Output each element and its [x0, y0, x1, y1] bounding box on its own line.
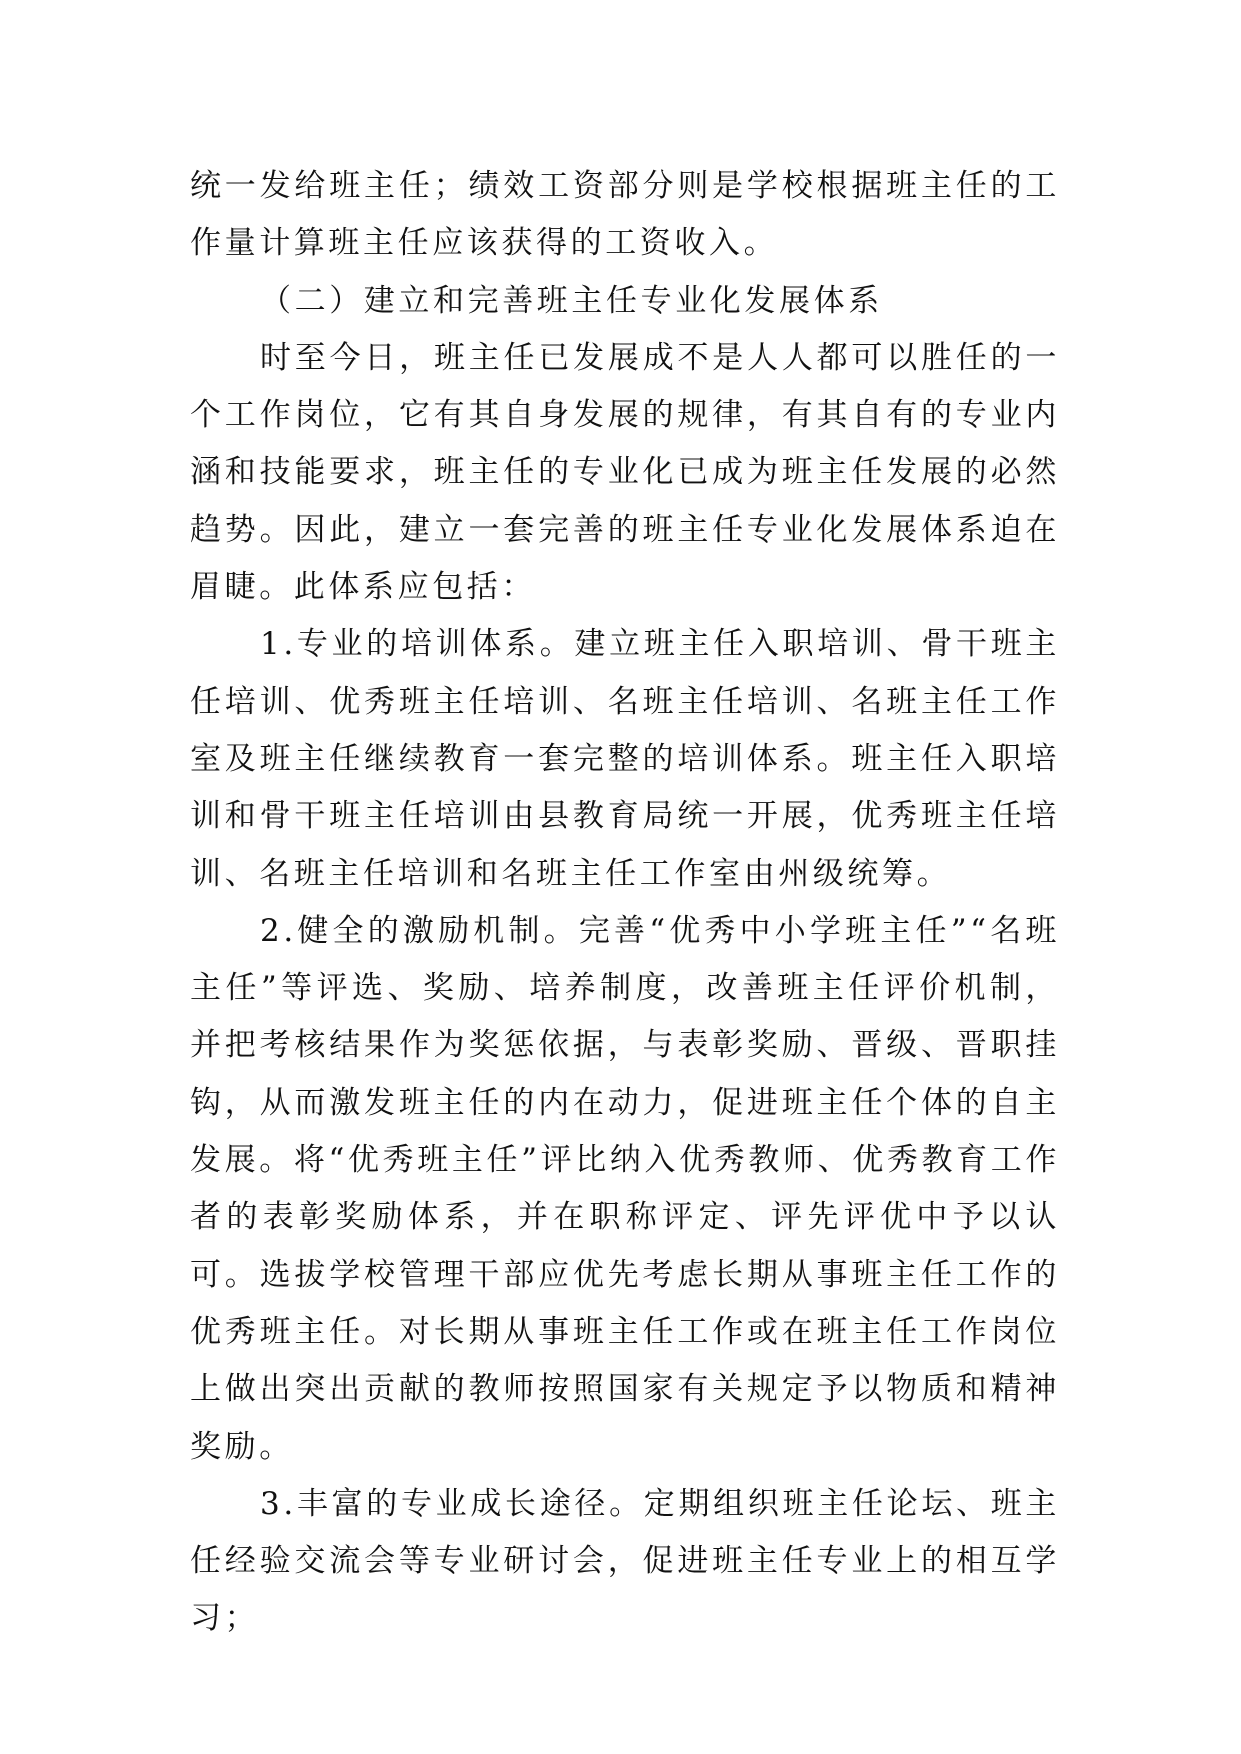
document-body: [190, 158, 1060, 1648]
paragraph-continuation: 统一发给班主任；绩效工资部分则是学校根据班主任的工作量计算班主任应该获得的工资收入。: [190, 168, 1060, 262]
paragraph-intro: 时至今日，班主任已发展成不是人人都可以胜任的一个工作岗位，它有其自身发展的规律，有其自有的专业内涵和技能要求，班主任的专业化已成为班主任发展的必然趋势。因此，建立一套完善的班主任专业化发展体系迫在眉睫。此体系应包括：: [190, 339, 1060, 606]
paragraph-item-3: 3.丰富的专业成长途径。定期组织班主任论坛、班主任经验交流会等专业研讨会，促进班主任专业上的相互学习；: [190, 1485, 1060, 1637]
paragraph-item-1: 1.专业的培训体系。建立班主任入职培训、骨干班主任培训、优秀班主任培训、名班主任培训、名班主任工作室及班主任继续教育一套完整的培训体系。班主任入职培训和骨干班主任培训由县教育局统一开展，优秀班主任培训、名班主任培训和名班主任工作室由州级统筹。: [190, 626, 1060, 892]
section-heading: （二）建立和完善班主任专业化发展体系: [260, 282, 883, 319]
paragraph-item-2: 2.健全的激励机制。完善“优秀中小学班主任”“名班主任”等评选、奖励、培养制度，改善班主任评价机制，并把考核结果作为奖惩依据，与表彰奖励、晋级、晋职挂钩，从而激发班主任的内在动力，促进班主任个体的自主发展。将“优秀班主任”评比纳入优秀教师、优秀教育工作者的表彰奖励体系，并在职称评定、评先评优中予以认可。选拔学校管理干部应优先考虑长期从事班主任工作的优秀班主任。对长期从事班主任工作或在班主任工作岗位上做出突出贡献的教师按照国家有关规定予以物质和精神奖励。: [190, 912, 1060, 1465]
